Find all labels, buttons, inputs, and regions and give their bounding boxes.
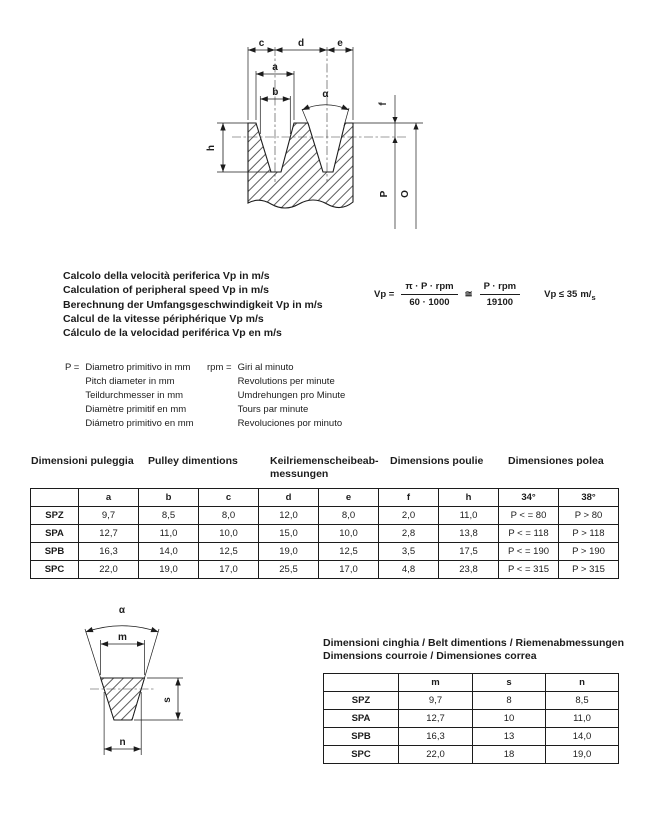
pulley-groove-diagram	[175, 22, 485, 240]
row-label: SPA	[324, 710, 399, 728]
dim-label-a: a	[272, 62, 278, 73]
table-cell: 9,7	[399, 692, 473, 710]
table-cell: 19,0	[546, 746, 619, 764]
belt-cross-section-diagram	[60, 598, 195, 760]
dim-label-alpha: α	[322, 89, 329, 100]
table-row	[31, 525, 619, 543]
table-cell: 14,0	[546, 728, 619, 746]
table-row	[31, 507, 619, 525]
pulley-body-section	[248, 123, 353, 208]
table-cell: 8,5	[139, 507, 199, 525]
table-cell: 11,0	[546, 710, 619, 728]
dim-label-n: n	[119, 737, 126, 748]
table-cell: P < = 80	[499, 507, 559, 525]
table-cell: 12,5	[319, 543, 379, 561]
table-title-fr: Dimensions poulie	[390, 455, 484, 467]
table-cell: 8	[473, 692, 546, 710]
belt-table-title-1: Dimensioni cinghia / Belt dimentions / Riemenabmessungen	[323, 637, 625, 649]
table-cell: 14,0	[139, 543, 199, 561]
heading-line-it: Calcolo della velocità periferica Vp in m/s	[63, 270, 270, 282]
dim-label-m: m	[118, 632, 127, 643]
dim-label-e: e	[337, 38, 343, 49]
table-cell: 11,0	[139, 525, 199, 543]
table-cell: 8,0	[199, 507, 259, 525]
column-header: 38°	[559, 489, 619, 507]
column-header	[324, 674, 399, 692]
table-cell: 17,5	[439, 543, 499, 561]
table-cell: 8,0	[319, 507, 379, 525]
dim-label-s: s	[162, 697, 173, 703]
approx-equal-sign: ≅	[464, 289, 473, 300]
table-row	[324, 692, 619, 710]
table-title-it: Dimensioni puleggia	[31, 455, 134, 467]
table-cell: 16,3	[79, 543, 139, 561]
table-cell: P < = 315	[499, 561, 559, 579]
column-header: h	[439, 489, 499, 507]
dim-label-c: c	[258, 38, 265, 49]
table-cell: 4,8	[379, 561, 439, 579]
table-cell: 17,0	[319, 561, 379, 579]
speed-limit-unit: $m/_s$	[580, 289, 596, 302]
column-header: a	[79, 489, 139, 507]
symbol-rpm: rpm =	[207, 362, 232, 373]
header-row	[324, 674, 619, 692]
formula-fraction-2	[480, 281, 521, 308]
table-cell: 25,5	[259, 561, 319, 579]
table-cell: 12,5	[199, 543, 259, 561]
table-cell: 23,8	[439, 561, 499, 579]
definition-lines: Giri al minuto Revolutions per minute Umdrehungen pro Minute Tours par minute Revoluciones por minuto	[237, 362, 346, 429]
fraction-numerator: π · P · rpm	[401, 281, 457, 295]
fraction-denominator: 19100	[486, 297, 514, 308]
table-cell: 16,3	[399, 728, 473, 746]
table-cell: 3,5	[379, 543, 439, 561]
table-cell: 10,0	[199, 525, 259, 543]
dim-label-o: O	[400, 190, 411, 198]
formula-lhs: Vp =	[374, 289, 395, 300]
symbol-p: P =	[65, 362, 80, 373]
column-header: d	[259, 489, 319, 507]
column-header: b	[139, 489, 199, 507]
table-cell: 12,0	[259, 507, 319, 525]
heading-line-es: Cálculo de la velocidad periférica Vp en m/s	[63, 327, 282, 340]
table-cell: P > 80	[559, 507, 619, 525]
speed-limit	[544, 289, 595, 300]
column-header: f	[379, 489, 439, 507]
definition-pitch-diameter	[65, 361, 194, 431]
column-header: 34°	[499, 489, 559, 507]
table-cell: 19,0	[139, 561, 199, 579]
table-cell: 19,0	[259, 543, 319, 561]
formula-fraction-1	[401, 281, 457, 308]
table-cell: 13,8	[439, 525, 499, 543]
table-cell: 15,0	[259, 525, 319, 543]
column-header	[31, 489, 79, 507]
table-row	[324, 746, 619, 764]
table-row	[31, 543, 619, 561]
table-title-en: Pulley dimentions	[148, 455, 238, 467]
table-cell: 13	[473, 728, 546, 746]
column-header: s	[473, 674, 546, 692]
table-cell: 22,0	[399, 746, 473, 764]
row-label: SPB	[31, 543, 79, 561]
table-cell: 10	[473, 710, 546, 728]
row-label: SPB	[324, 728, 399, 746]
speed-limit-text: Vp ≤ 35	[544, 289, 578, 300]
table-cell: 17,0	[199, 561, 259, 579]
table-cell: 2,0	[379, 507, 439, 525]
column-header: n	[546, 674, 619, 692]
column-header: m	[399, 674, 473, 692]
definition-lines: Diametro primitivo in mm Pitch diameter in mm Teildurchmesser in mm Diamètre primitif en mm Diámetro primitivo en mm	[85, 362, 194, 429]
fraction-numerator: P · rpm	[480, 281, 521, 295]
column-header: e	[319, 489, 379, 507]
dim-label-p: P	[379, 190, 390, 198]
pulley-dimensions-section	[30, 455, 618, 579]
belt-dimensions-table	[323, 673, 619, 764]
heading-line-de: Berechnung der Umfangsgeschwindigkeit Vp in m/s	[63, 298, 323, 311]
table-cell: P > 190	[559, 543, 619, 561]
table-cell: 8,5	[546, 692, 619, 710]
speed-formula	[374, 281, 596, 308]
heading-line-en: Calculation of peripheral speed Vp in m/s	[63, 284, 269, 297]
dim-label-d: d	[297, 38, 305, 49]
row-label: SPA	[31, 525, 79, 543]
column-header: c	[199, 489, 259, 507]
pulley-dimensions-table	[30, 488, 619, 579]
row-label: SPC	[324, 746, 399, 764]
table-cell: P > 118	[559, 525, 619, 543]
dim-label-h: h	[206, 144, 217, 152]
table-row	[31, 561, 619, 579]
table-cell: 12,7	[79, 525, 139, 543]
table-cell: 18	[473, 746, 546, 764]
table-title-de-2: messungen	[270, 468, 329, 480]
row-label: SPZ	[324, 692, 399, 710]
fraction-denominator: 60 · 1000	[409, 297, 450, 308]
header-row	[31, 489, 619, 507]
definition-rpm	[207, 361, 345, 431]
table-cell: 11,0	[439, 507, 499, 525]
heading-line-fr: Calcul de la vitesse périphérique Vp m/s	[63, 312, 264, 325]
table-cell: 2,8	[379, 525, 439, 543]
table-row	[324, 728, 619, 746]
row-label: SPZ	[31, 507, 79, 525]
table-title-es: Dimensiones polea	[508, 455, 604, 467]
table-cell: P > 315	[559, 561, 619, 579]
dim-label-b: b	[272, 87, 279, 98]
table-title-de-1: Keilriemenscheibeab-	[270, 455, 379, 467]
table-cell: P < = 190	[499, 543, 559, 561]
dim-label-alpha: α	[118, 605, 126, 616]
belt-dimensions-section	[323, 637, 625, 764]
table-cell: 9,7	[79, 507, 139, 525]
table-cell: 22,0	[79, 561, 139, 579]
speed-calc-heading	[63, 269, 323, 340]
table-cell: 12,7	[399, 710, 473, 728]
table-row	[324, 710, 619, 728]
dim-label-f: f	[378, 102, 389, 106]
belt-section	[101, 678, 145, 720]
table-cell: 10,0	[319, 525, 379, 543]
row-label: SPC	[31, 561, 79, 579]
table-cell: P < = 118	[499, 525, 559, 543]
belt-table-title-2: Dimensions courroie / Dimensiones correa	[323, 650, 537, 662]
